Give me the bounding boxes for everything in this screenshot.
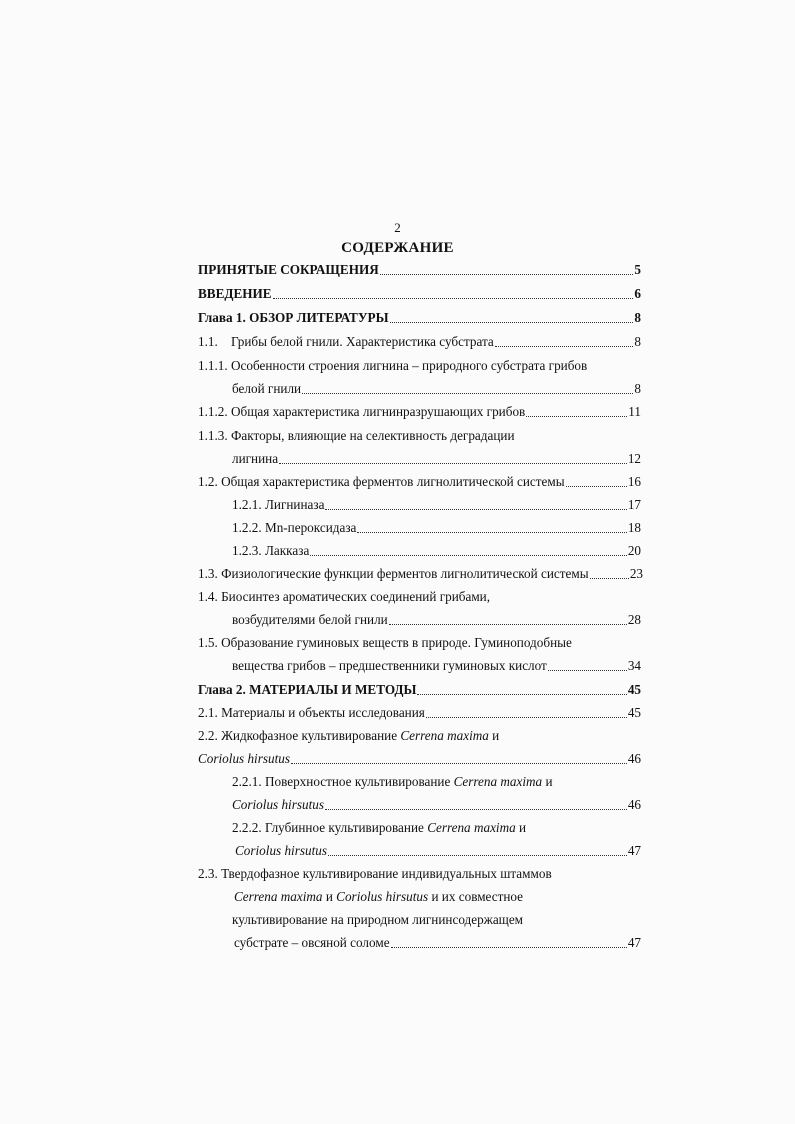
toc-page: 47	[627, 843, 641, 858]
toc-leader	[526, 416, 627, 417]
toc-entry[interactable]	[232, 774, 553, 790]
species-name: Coriolus hirsutus	[198, 751, 290, 766]
toc-page: 17	[627, 497, 641, 512]
toc-entry-text: ПРИНЯТЫЕ СОКРАЩЕНИЯ	[198, 262, 379, 277]
toc-leader	[590, 578, 629, 579]
toc-entry-text: ОБЗОР ЛИТЕРАТУРЫ	[249, 310, 389, 325]
toc-page: 8	[634, 334, 641, 349]
toc-entry-text: Глубинное культивирование	[264, 820, 424, 835]
toc-entry-number: 2.3.	[198, 866, 218, 881]
toc-entry[interactable]	[232, 497, 641, 513]
toc-entry-number: 1.1.2.	[198, 404, 228, 419]
toc-leader	[426, 717, 627, 718]
conjunction: и	[492, 728, 500, 743]
toc-entry-number: 1.2.1.	[232, 497, 262, 512]
toc-entry[interactable]	[198, 262, 641, 278]
toc-entry[interactable]	[198, 866, 552, 882]
toc-page: 34	[627, 658, 641, 673]
toc-entry-text: субстрате – овсяной соломе	[234, 935, 390, 950]
conjunction: и	[545, 774, 553, 789]
toc-entry-continuation[interactable]	[232, 912, 523, 928]
toc-leader	[357, 532, 626, 533]
toc-entry[interactable]	[198, 428, 515, 444]
toc-entry-number: 1.5.	[198, 635, 218, 650]
toc-entry-number: 1.1.3.	[198, 428, 228, 443]
toc-page: 45	[627, 682, 641, 697]
toc-page: 20	[627, 543, 641, 558]
toc-entry-continuation[interactable]	[232, 381, 641, 397]
toc-title: СОДЕРЖАНИЕ	[341, 240, 454, 256]
toc-entry-text: и их совместное	[431, 889, 524, 904]
toc-entry-number: 1.1.	[198, 334, 218, 349]
toc-entry-number: 2.2.	[198, 728, 218, 743]
toc-entry[interactable]	[198, 635, 572, 651]
toc-entry-text: Общая характеристика ферментов лигнолитической системы	[221, 474, 565, 489]
toc-entry-text: ВВЕДЕНИЕ	[198, 286, 272, 301]
conjunction: и	[325, 889, 333, 904]
toc-entry-text: Mn-пероксидаза	[264, 520, 357, 535]
toc-leader	[380, 274, 634, 275]
toc-entry-continuation[interactable]	[235, 843, 641, 859]
toc-page: 11	[628, 404, 641, 419]
toc-entry-text: Общая характеристика лигнинразрушающих грибов	[230, 404, 526, 419]
toc-leader	[566, 486, 627, 487]
toc-entry-text: Особенности строения лигнина – природного субстрата грибов	[230, 358, 588, 373]
conjunction: и	[519, 820, 527, 835]
toc-leader	[291, 763, 627, 764]
toc-leader	[548, 670, 627, 671]
toc-leader	[302, 393, 633, 394]
toc-leader	[389, 624, 627, 625]
toc-entry-continuation[interactable]	[234, 889, 523, 905]
toc-entry[interactable]	[198, 566, 643, 582]
toc-entry-text: Лигниназа	[264, 497, 325, 512]
toc-page: 8	[634, 310, 641, 325]
toc-entry[interactable]	[232, 820, 526, 836]
toc-entry-text: Твердофазное культивирование индивидуальных штаммов	[221, 866, 552, 881]
toc-page: 8	[634, 381, 641, 396]
toc-entry-continuation[interactable]	[198, 751, 641, 767]
species-name: Cerrena maxima	[400, 728, 489, 743]
page-number: 2	[394, 220, 401, 235]
toc-entry-text: Биосинтез ароматических соединений грибами,	[221, 589, 491, 604]
toc-page: 46	[627, 751, 641, 766]
toc-leader	[390, 322, 634, 323]
toc-leader	[325, 509, 626, 510]
toc-entry[interactable]	[198, 334, 641, 350]
toc-entry-continuation[interactable]	[232, 451, 641, 467]
toc-page: 18	[627, 520, 641, 535]
toc-leader	[495, 346, 634, 347]
toc-entry-number: 2.1.	[198, 705, 218, 720]
toc-entry-text: Лакказа	[264, 543, 310, 558]
toc-entry-text: Факторы, влияющие на селективность деградации	[230, 428, 515, 443]
toc-entry[interactable]	[198, 682, 641, 698]
toc-entry-text: белой гнили	[232, 381, 302, 396]
toc-entry-text: возбудителями белой гнили	[232, 612, 388, 627]
toc-entry[interactable]	[198, 310, 641, 326]
toc-entry-number: 2.2.2.	[232, 820, 262, 835]
toc-entry-continuation[interactable]	[232, 658, 641, 674]
toc-entry-text: вещества грибов – предшественники гуминовых кислот	[232, 658, 547, 673]
toc-entry[interactable]	[198, 358, 587, 374]
toc-entry-text: лигнина	[232, 451, 279, 466]
toc-entry-number: 1.1.1.	[198, 358, 228, 373]
toc-leader	[417, 694, 626, 695]
toc-entry-text: Жидкофазное культивирование	[221, 728, 398, 743]
toc-entry-number: 1.4.	[198, 589, 218, 604]
toc-page: 23	[629, 566, 643, 581]
toc-entry-text: Материалы и объекты исследования	[221, 705, 425, 720]
toc-entry-number: 1.2.	[198, 474, 218, 489]
toc-page: 16	[627, 474, 641, 489]
toc-entry-continuation[interactable]	[232, 612, 641, 628]
species-name: Coriolus hirsutus	[232, 797, 324, 812]
toc-page: 47	[627, 935, 641, 950]
toc-entry-number: 1.3.	[198, 566, 218, 581]
toc-entry-text: Образование гуминовых веществ в природе. Гуминоподобные	[221, 635, 572, 650]
toc-entry[interactable]	[198, 589, 490, 605]
toc-entry[interactable]	[198, 286, 641, 302]
toc-entry[interactable]	[198, 705, 641, 721]
toc-page: 46	[627, 797, 641, 812]
species-name: Coriolus hirsutus	[336, 889, 429, 904]
toc-page: 5	[634, 262, 641, 277]
species-name: Cerrena maxima	[234, 889, 323, 904]
toc-page: 45	[627, 705, 641, 720]
toc-entry[interactable]	[198, 728, 499, 744]
toc-leader	[279, 463, 627, 464]
toc-leader	[310, 555, 627, 556]
toc-entry-text: культивирование на природном лигнинсодержащем	[232, 912, 524, 927]
toc-entry-text: Поверхностное культивирование	[264, 774, 451, 789]
toc-leader	[325, 809, 627, 810]
toc-entry[interactable]	[198, 474, 641, 490]
toc-entry-number: 1.2.3.	[232, 543, 262, 558]
species-name: Cerrena maxima	[453, 774, 543, 789]
toc-page: 6	[634, 286, 641, 301]
toc-entry-continuation[interactable]	[232, 797, 641, 813]
toc-page: 28	[627, 612, 641, 627]
toc-leader	[273, 298, 634, 299]
toc-leader	[391, 947, 627, 948]
toc-page: 12	[627, 451, 641, 466]
species-name: Coriolus hirsutus	[235, 843, 327, 858]
toc-entry-number: Глава 2.	[198, 682, 246, 697]
toc-entry[interactable]	[232, 543, 641, 559]
toc-entry-text: Физиологические функции ферментов лигнолитической системы	[221, 566, 589, 581]
toc-entry-continuation[interactable]	[234, 935, 641, 951]
toc-entry-number: Глава 1.	[198, 310, 246, 325]
toc-entry-number: 2.2.1.	[232, 774, 262, 789]
toc-entry-text: МАТЕРИАЛЫ И МЕТОДЫ	[249, 682, 417, 697]
toc-entry[interactable]	[232, 520, 641, 536]
toc-entry[interactable]	[198, 404, 641, 420]
species-name: Cerrena maxima	[427, 820, 516, 835]
toc-leader	[328, 855, 627, 856]
toc-entry-number: 1.2.2.	[232, 520, 262, 535]
toc-entry-text: Грибы белой гнили. Характеристика субстрата	[230, 334, 494, 349]
